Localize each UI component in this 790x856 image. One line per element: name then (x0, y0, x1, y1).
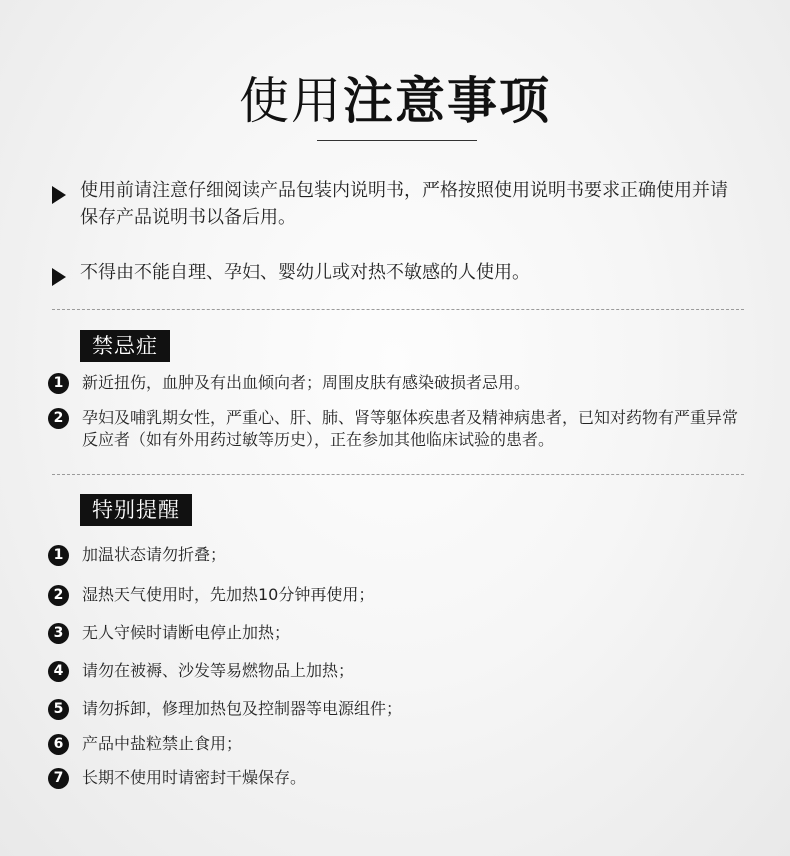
reminders-title: 特别提醒 (80, 494, 192, 526)
note-item (52, 259, 740, 286)
title-underline (317, 140, 477, 141)
number-badge: 1 (48, 545, 69, 566)
list-item (48, 407, 752, 451)
contraindications-title: 禁忌症 (80, 330, 170, 362)
list-item-text: 湿热天气使用时，先加热10分钟再使用； (82, 585, 375, 604)
list-item (48, 622, 752, 644)
list-item (48, 660, 752, 682)
number-badge: 3 (48, 623, 69, 644)
note-text: 使用前请注意仔细阅读产品包装内说明书，严格按照使用说明书要求正确使用并请保存产品说明书以备后用。 (80, 180, 728, 228)
list-item (48, 698, 752, 720)
list-item (48, 372, 752, 394)
number-badge: 2 (48, 585, 69, 606)
page-title-bold: 注意事项 (343, 72, 551, 130)
divider (52, 474, 744, 475)
list-item-text: 请勿拆卸，修理加热包及控制器等电源组件； (82, 699, 403, 718)
list-item-text: 产品中盐粒禁止食用； (82, 734, 243, 753)
list-item-text: 孕妇及哺乳期女性，严重心、肝、肺、肾等躯体疾患者及精神病患者，已知对药物有严重异常反应者（如有外用药过敏等历史），正在参加其他临床试验的患者。 (82, 408, 739, 449)
page-title-light: 使用 (239, 72, 343, 130)
triangle-bullet-icon (52, 268, 66, 286)
list-item-text: 无人守候时请断电停止加热； (82, 623, 291, 642)
page-title (0, 70, 790, 132)
number-badge: 6 (48, 734, 69, 755)
list-item (48, 584, 752, 606)
number-badge: 2 (48, 408, 69, 429)
list-item-text: 加温状态请勿折叠； (82, 545, 227, 564)
number-badge: 7 (48, 768, 69, 789)
divider (52, 309, 744, 310)
note-text: 不得由不能自理、孕妇、婴幼儿或对热不敏感的人使用。 (80, 262, 530, 283)
list-item (48, 767, 752, 789)
note-item (52, 177, 740, 231)
number-badge: 4 (48, 661, 69, 682)
list-item (48, 733, 752, 755)
list-item-text: 请勿在被褥、沙发等易燃物品上加热； (82, 661, 355, 680)
number-badge: 5 (48, 699, 69, 720)
list-item-text: 新近扭伤，血肿及有出血倾向者；周围皮肤有感染破损者忌用。 (82, 373, 531, 392)
list-item (48, 544, 752, 566)
number-badge: 1 (48, 373, 69, 394)
triangle-bullet-icon (52, 186, 66, 204)
list-item-text: 长期不使用时请密封干燥保存。 (82, 768, 307, 787)
